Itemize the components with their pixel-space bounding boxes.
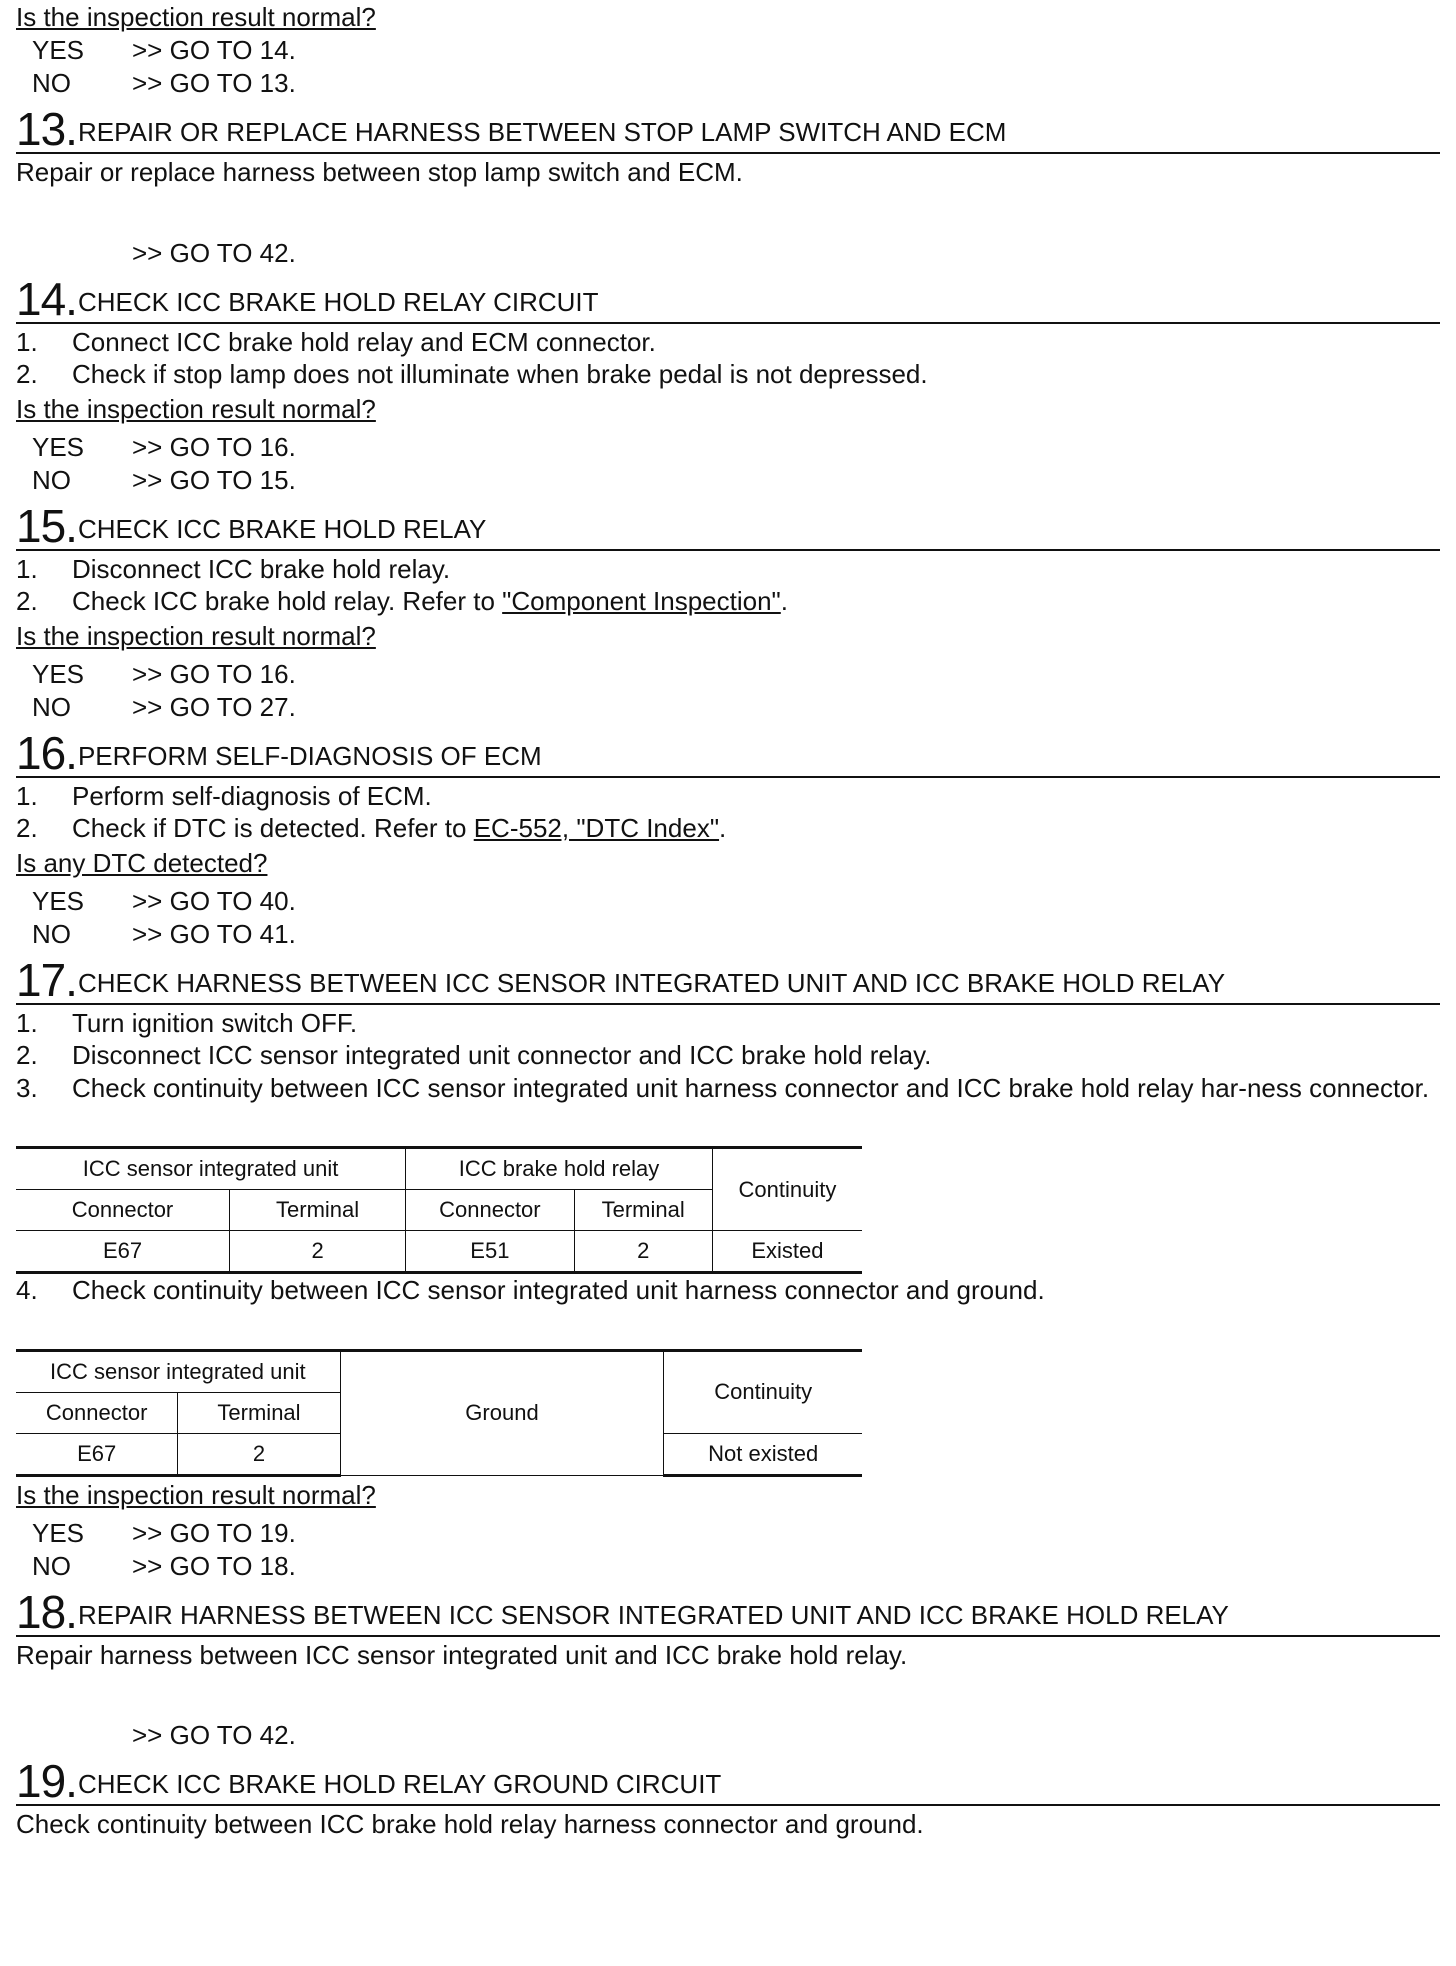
answer-yes <box>16 885 1440 918</box>
table-cell: 2 <box>178 1433 340 1475</box>
document-page <box>16 0 1440 1841</box>
table-subheader: Connector <box>16 1392 178 1433</box>
step-number: 17 <box>16 953 66 1006</box>
answer-yes <box>16 1517 1440 1550</box>
yes-label: YES <box>32 35 85 65</box>
item-text: Disconnect ICC brake hold relay. <box>72 553 451 584</box>
item-number: 3. <box>16 1072 38 1103</box>
step-16-header: 16 . PERFORM SELF-DIAGNOSIS OF ECM <box>16 724 1440 778</box>
table-cell: E67 <box>16 1231 230 1273</box>
question-text: Is any DTC detected? <box>16 847 268 878</box>
item-text: Check ICC brake hold relay. Refer to <box>72 586 503 616</box>
list-item <box>16 585 1440 618</box>
step-number: 18 <box>16 1585 66 1638</box>
step-number: 15 <box>16 499 66 552</box>
question-text: Is the inspection result normal? <box>16 393 376 424</box>
question-text: Is the inspection result normal? <box>16 2 376 32</box>
step-title: CHECK ICC BRAKE HOLD RELAY CIRCUIT <box>77 286 599 317</box>
list-item <box>16 1072 1440 1105</box>
answer-yes <box>16 431 1440 464</box>
item-text: Disconnect ICC sensor integrated unit connector and ICC brake hold relay. <box>72 1040 932 1070</box>
item-number: 1. <box>16 553 38 584</box>
list-item <box>16 358 1440 391</box>
table-cell: E67 <box>16 1433 178 1475</box>
table-header: ICC sensor integrated unit <box>16 1148 406 1190</box>
step-number: 14 <box>16 272 66 325</box>
step-title: REPAIR OR REPLACE HARNESS BETWEEN STOP LAMP SWITCH AND ECM <box>77 117 1007 147</box>
no-target: >> GO TO 27. <box>132 691 296 722</box>
answer-yes <box>16 34 1440 67</box>
table-cell: 2 <box>230 1231 406 1273</box>
no-target: >> GO TO 41. <box>132 918 296 949</box>
no-target: >> GO TO 13. <box>132 68 296 98</box>
no-label: NO <box>32 918 71 949</box>
item-number: 2. <box>16 359 38 389</box>
answer-no <box>16 918 1440 951</box>
step-14-header: 14 . CHECK ICC BRAKE HOLD RELAY CIRCUIT <box>16 270 1440 324</box>
no-label: NO <box>32 68 71 98</box>
yes-label: YES <box>32 885 85 916</box>
answer-no <box>16 464 1440 497</box>
list-item <box>16 1039 1440 1072</box>
item-number: 1. <box>16 1007 38 1038</box>
step-number: 16 <box>16 726 66 779</box>
item-number: 4. <box>16 1275 38 1305</box>
continuity-table-2 <box>16 1349 862 1477</box>
step-number: 13 <box>16 103 66 155</box>
table-subheader: Terminal <box>574 1190 712 1231</box>
item-text: Check continuity between ICC sensor integrated unit harness connector and ICC brake hold relay har-ness connector. <box>72 1072 1430 1103</box>
step-19-header: 19 . CHECK ICC BRAKE HOLD RELAY GROUND CIRCUIT <box>16 1752 1440 1806</box>
yes-target: >> GO TO 16. <box>132 431 296 462</box>
answer-no <box>16 691 1440 724</box>
yes-target: >> GO TO 40. <box>132 885 296 916</box>
yes-target: >> GO TO 14. <box>132 35 296 65</box>
step-number: 19 <box>16 1755 66 1807</box>
table-cell: 2 <box>574 1231 712 1273</box>
table-cell: E51 <box>406 1231 574 1273</box>
no-target: >> GO TO 18. <box>132 1550 296 1581</box>
item-text: Check if stop lamp does not illuminate when brake pedal is not depressed. <box>72 359 928 389</box>
step-body: Repair or replace harness between stop lamp switch and ECM. <box>16 157 743 187</box>
no-label: NO <box>32 1550 71 1581</box>
list-item <box>16 780 1440 813</box>
step-title: CHECK ICC BRAKE HOLD RELAY <box>77 513 487 544</box>
step-18-header: 18 . REPAIR HARNESS BETWEEN ICC SENSOR INTEGRATED UNIT AND ICC BRAKE HOLD RELAY <box>16 1583 1440 1637</box>
no-label: NO <box>32 464 71 495</box>
item-text: Turn ignition switch OFF. <box>72 1007 358 1038</box>
no-label: NO <box>32 691 71 722</box>
answer-no <box>16 67 1440 100</box>
component-inspection-link[interactable]: "Component Inspection" <box>502 586 781 616</box>
list-item <box>16 812 1440 845</box>
answer-yes <box>16 658 1440 691</box>
goto-text: >> GO TO 42. <box>132 1720 296 1750</box>
yes-label: YES <box>32 431 85 462</box>
question-text: Is the inspection result normal? <box>16 1479 376 1510</box>
step-title: PERFORM SELF-DIAGNOSIS OF ECM <box>77 740 542 771</box>
step-title: REPAIR HARNESS BETWEEN ICC SENSOR INTEGRATED UNIT AND ICC BRAKE HOLD RELAY <box>77 1599 1229 1630</box>
list-item <box>16 326 1440 359</box>
list-item <box>16 1007 1440 1040</box>
yes-target: >> GO TO 19. <box>132 1517 296 1548</box>
step-13-header: 13 . REPAIR OR REPLACE HARNESS BETWEEN STOP LAMP SWITCH AND ECM <box>16 100 1440 154</box>
item-number: 1. <box>16 780 38 811</box>
table-cell: Existed <box>712 1231 862 1273</box>
item-text: Check continuity between ICC sensor integrated unit harness connector and ground. <box>72 1275 1045 1305</box>
table-header: Continuity <box>712 1148 862 1231</box>
question-text: Is the inspection result normal? <box>16 620 376 651</box>
goto-text: >> GO TO 42. <box>132 237 296 268</box>
yes-label: YES <box>32 1517 85 1548</box>
item-number: 1. <box>16 326 38 357</box>
table-cell: Ground <box>340 1350 664 1475</box>
item-text: Connect ICC brake hold relay and ECM connector. <box>72 326 656 357</box>
step-17-header: 17 . CHECK HARNESS BETWEEN ICC SENSOR INTEGRATED UNIT AND ICC BRAKE HOLD RELAY <box>16 951 1440 1005</box>
table-subheader: Terminal <box>178 1392 340 1433</box>
item-text: Perform self-diagnosis of ECM. <box>72 780 432 811</box>
step-body: Check continuity between ICC brake hold relay harness connector and ground. <box>16 1809 924 1839</box>
step-title: CHECK ICC BRAKE HOLD RELAY GROUND CIRCUIT <box>77 1769 722 1799</box>
table-subheader: Connector <box>406 1190 574 1231</box>
step-body: Repair harness between ICC sensor integrated unit and ICC brake hold relay. <box>16 1639 908 1670</box>
no-target: >> GO TO 15. <box>132 464 296 495</box>
item-text: Check if DTC is detected. Refer to <box>72 813 474 843</box>
item-text-end: . <box>780 586 789 616</box>
table-header: Continuity <box>664 1350 862 1433</box>
item-number: 2. <box>16 813 38 843</box>
dtc-index-link[interactable]: EC-552, "DTC Index" <box>473 813 720 843</box>
yes-target: >> GO TO 16. <box>132 658 296 689</box>
step-15-header: 15 . CHECK ICC BRAKE HOLD RELAY <box>16 497 1440 551</box>
table-subheader: Connector <box>16 1190 230 1231</box>
list-item <box>16 1274 1440 1307</box>
step-title: CHECK HARNESS BETWEEN ICC SENSOR INTEGRATED UNIT AND ICC BRAKE HOLD RELAY <box>77 967 1226 998</box>
table-header: ICC brake hold relay <box>406 1148 713 1190</box>
yes-label: YES <box>32 658 85 689</box>
table-header: ICC sensor integrated unit <box>16 1350 340 1392</box>
item-text-end: . <box>719 813 727 843</box>
item-number: 2. <box>16 586 38 616</box>
continuity-table-1 <box>16 1146 862 1274</box>
item-number: 2. <box>16 1040 38 1070</box>
table-cell: Not existed <box>664 1433 862 1475</box>
table-subheader: Terminal <box>230 1190 406 1231</box>
list-item <box>16 553 1440 586</box>
answer-no <box>16 1550 1440 1583</box>
